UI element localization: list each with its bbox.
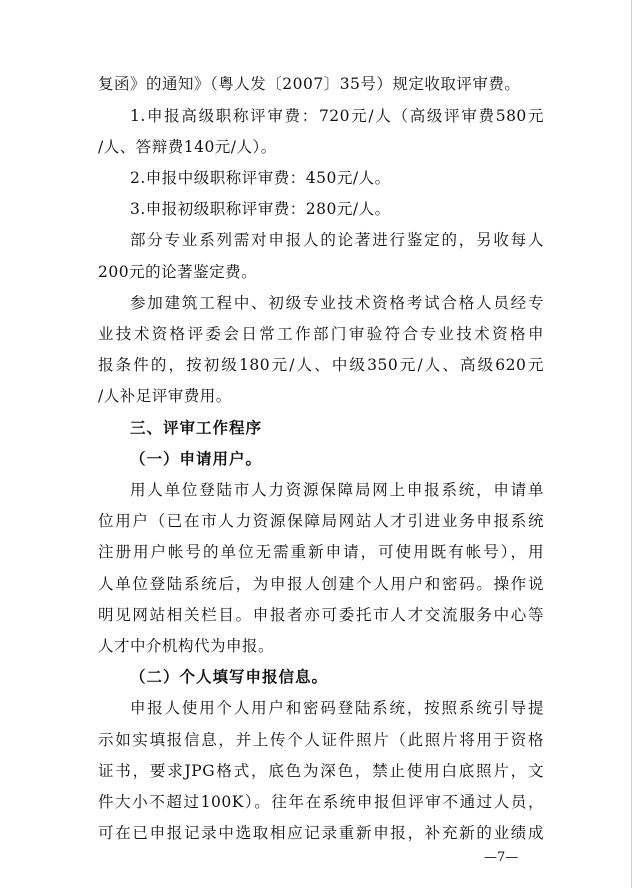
page-number: —7— [484, 850, 519, 865]
section-heading: 三、评审工作程序 [130, 418, 263, 437]
text-line: 示如实填报信息，并上传个人证件照片（此照片将用于资格 [98, 731, 544, 749]
text-line: 件大小不超过100K）。往年在系统申报但评审不通过人员， [98, 793, 544, 811]
text-line: 申报人使用个人用户和密码登陆系统，按照系统引导提 [130, 699, 544, 717]
text-line: /人、答辩费140元/人）。 [98, 138, 277, 156]
text-line: 参加建筑工程中、初级专业技术资格考试合格人员经专 [130, 294, 544, 312]
text-line: 位用户（已在市人力资源保障局网站人才引进业务申报系统 [98, 512, 544, 530]
text-line: 报条件的，按初级180元/人、中级350元/人、高级620元 [98, 356, 544, 374]
text-line: 2.申报中级职称评审费：450元/人。 [130, 169, 391, 187]
text-line: /人补足评审费用。 [98, 387, 232, 405]
text-line: 人才中介机构代为申报。 [98, 637, 275, 655]
text-line: 人单位登陆系统后，为申报人创建个人用户和密码。操作说 [98, 575, 544, 593]
text-line: 业技术资格评委会日常工作部门审验符合专业技术资格申 [98, 325, 544, 343]
text-line: 200元的论著鉴定费。 [98, 263, 258, 281]
text-line: 证书，要求JPG格式，底色为深色，禁止使用白底照片，文 [98, 762, 544, 780]
text-line: 部分专业系列需对申报人的论著进行鉴定的，另收每人 [130, 231, 544, 249]
text-line: 用人单位登陆市人力资源保障局网上申报系统，申请单 [130, 481, 544, 499]
text-line: 注册用户帐号的单位无需重新申请，可使用既有帐号），用 [98, 543, 544, 561]
subsection-heading: （二）个人填写申报信息。 [130, 667, 329, 686]
text-line: 复函》的通知》（粤人发〔2007〕35号）规定收取评审费。 [98, 75, 521, 93]
text-line: 可在已申报记录中选取相应记录重新申报，补充新的业绩成 [98, 824, 544, 842]
subsection-heading: （一）申请用户。 [130, 449, 263, 468]
text-line: 1.申报高级职称评审费：720元/人（高级评审费580元 [130, 107, 544, 125]
text-line: 3.申报初级职称评审费：280元/人。 [130, 200, 391, 218]
text-line: 明见网站相关栏目。申报者亦可委托市人才交流服务中心等 [98, 606, 544, 624]
